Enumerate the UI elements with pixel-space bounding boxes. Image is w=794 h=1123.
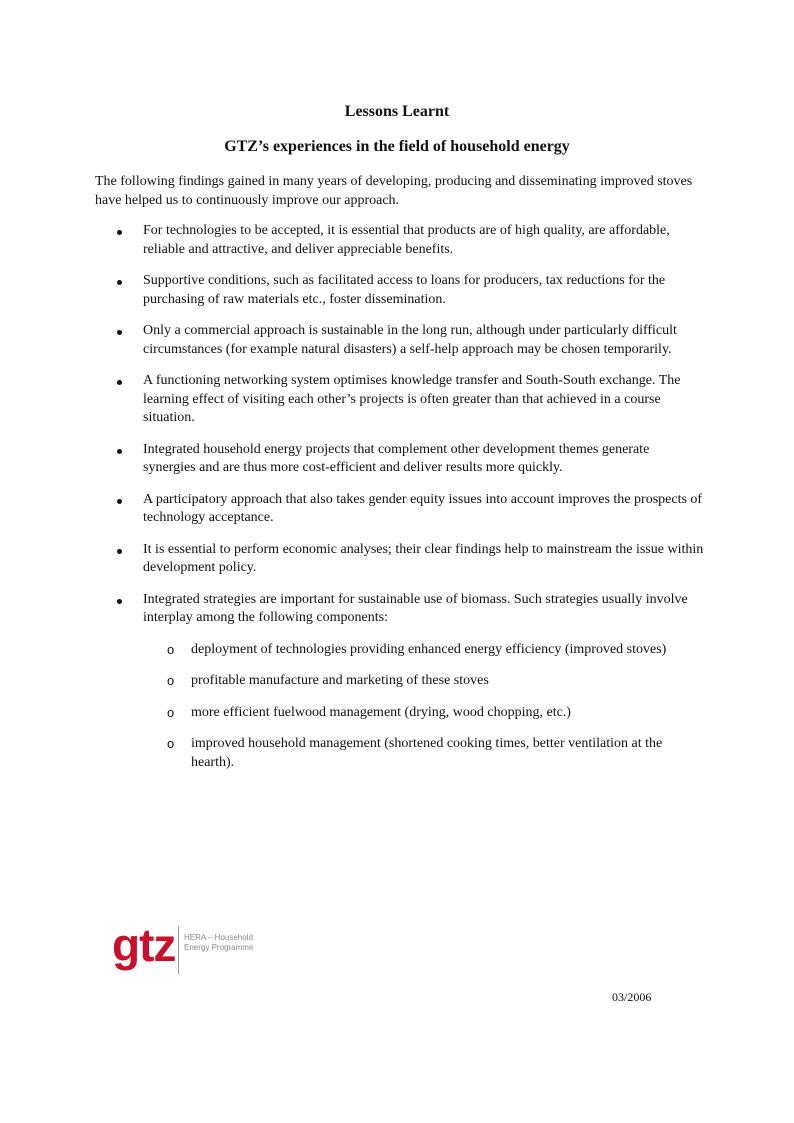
list-item-text: A functioning networking system optimises knowledge transfer and South-South exchange. The learning effect of visiting each other’s projects is often greater than that achieved in a course situation. [143, 373, 681, 425]
bullet-icon [117, 280, 122, 285]
logo-tagline [184, 933, 294, 953]
document-date: 03/2006 [612, 990, 652, 1004]
list-item-text: For technologies to be accepted, it is essential that products are of high quality, are affordable, reliable and attractive, and deliver appreciable benefits. [143, 223, 670, 257]
list-item-text: Only a commercial approach is sustainable in the long run, although under particularly difficult circumstances (for example natural disasters) a self-help approach may be chosen temporarily. [143, 323, 677, 357]
list-item-text: Integrated household energy projects that complement other development themes generate synergies and are thus more cost-efficient and deliver results more quickly. [143, 441, 650, 475]
sub-bullet-marker: o [167, 736, 175, 751]
list-item [95, 541, 705, 578]
sub-list-item-text: profitable manufacture and marketing of these stoves [191, 673, 489, 688]
bullet-icon [117, 449, 122, 454]
findings-list [95, 222, 705, 785]
components-sublist [143, 641, 705, 773]
page-subtitle: GTZ’s experiences in the field of household energy [224, 138, 570, 155]
list-item [95, 222, 705, 259]
bullet-icon [117, 549, 122, 554]
list-item [95, 322, 705, 359]
list-item [95, 591, 705, 773]
list-item-text: A participatory approach that also takes gender equity issues into account improves the prospects of technology acceptance. [143, 491, 703, 525]
logo-divider [178, 926, 179, 974]
list-item-text: Integrated strategies are important for sustainable use of biomass. Such strategies usually involve interplay among the following components: [143, 591, 688, 625]
sub-bullet-marker: o [167, 641, 175, 657]
sub-list-item-text: deployment of technologies providing enhanced energy efficiency (improved stoves) [191, 641, 667, 657]
list-item [95, 491, 705, 528]
list-item [95, 441, 705, 478]
sub-list-item-text: improved household management (shortened cooking times, better ventilation at the hearth). [191, 736, 663, 770]
bullet-icon [117, 599, 122, 604]
bullet-icon [117, 230, 122, 235]
bullet-icon [117, 330, 122, 335]
sub-list-item [143, 672, 705, 691]
list-item-text: Supportive conditions, such as facilitated access to loans for producers, tax reductions for the purchasing of raw materials etc., foster dissemination. [143, 273, 666, 307]
bullet-icon [117, 380, 122, 385]
gtz-logo-wordmark: gtz [112, 919, 176, 971]
logo-tagline-line1: HERA – Household [184, 933, 253, 942]
sub-list-item-text: more efficient fuelwood management (drying, wood chopping, etc.) [191, 704, 571, 720]
sub-list-item [143, 641, 705, 660]
sub-list-item [143, 704, 705, 723]
list-item [95, 272, 705, 309]
list-item-text: It is essential to perform economic analyses; their clear findings help to mainstream the issue within development policy. [143, 541, 704, 575]
list-item [95, 372, 705, 428]
gtz-logo [112, 919, 312, 979]
logo-tagline-line2: Energy Programme [184, 943, 254, 952]
bullet-icon [117, 499, 122, 504]
intro-paragraph: The following findings gained in many years of developing, producing and disseminating improved stoves have helped us to continuously improve our approach. [95, 174, 693, 208]
sub-list-item [143, 735, 705, 772]
sub-bullet-marker: o [167, 673, 175, 688]
page-title: Lessons Learnt [344, 103, 450, 120]
sub-bullet-marker: o [167, 704, 175, 720]
